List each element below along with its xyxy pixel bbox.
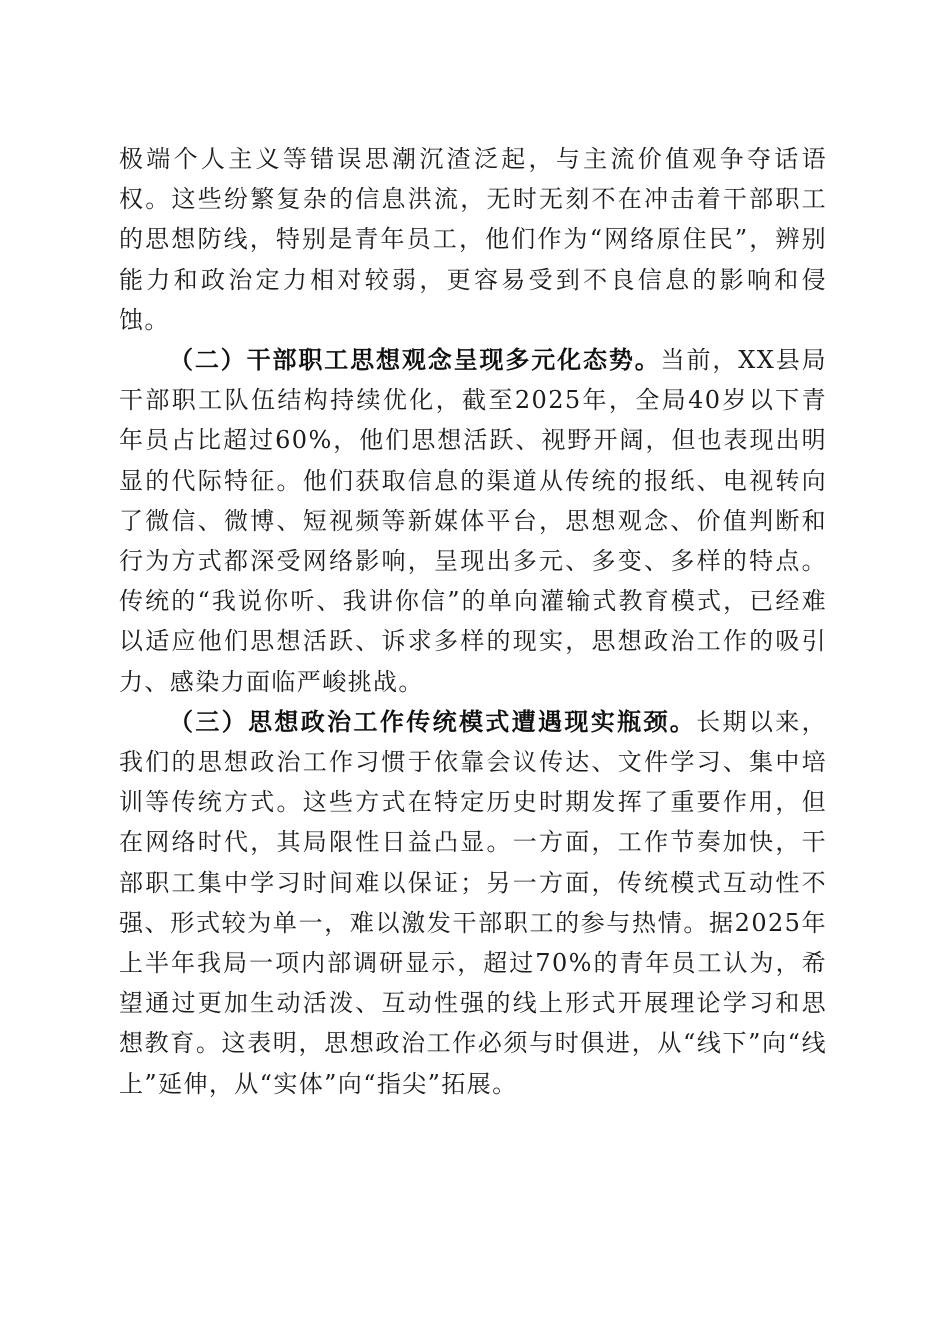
paragraph-section-2 — [119, 340, 827, 702]
section-heading: （三）思想政治工作传统模式遭遇现实瓶颈。 — [169, 706, 697, 736]
section-heading: （二）干部职工思想观念呈现多元化态势。 — [169, 345, 661, 375]
document-body — [119, 139, 827, 1104]
paragraph-text: 当前，XX县局干部职工队伍结构持续优化，截至2025年，全局40岁以下青年员占比超过60%，他们思想活跃、视野开阔，但也表现出明显的代际特征。他们获取信息的渠道从传统的报纸、电视转向了微信、微博、短视频等新媒体平台，思想观念、价值判断和行为方式都深受网络影响，呈现出多元、多变、多样的特点。传统的“我说你听、我讲你信”的单向灌输式教育模式，已经难以适应他们思想活跃、诉求多样的现实，思想政治工作的吸引力、感染力面临严峻挑战。 — [119, 346, 827, 696]
paragraph-text: 极端个人主义等错误思潮沉渣泛起，与主流价值观争夺话语权。这些纷繁复杂的信息洪流，无时无刻不在冲击着干部职工的思想防线，特别是青年员工，他们作为“网络原住民”，辨别能力和政治定力相对较弱，更容易受到不良信息的影响和侵蚀。 — [119, 145, 827, 334]
paragraph-continuation — [119, 139, 827, 340]
paragraph-text: 长期以来，我们的思想政治工作习惯于依靠会议传达、文件学习、集中培训等传统方式。这些方式在特定历史时期发挥了重要作用，但在网络时代，其局限性日益凸显。一方面，工作节奏加快，干部职工集中学习时间难以保证；另一方面，传统模式互动性不强、形式较为单一，难以激发干部职工的参与热情。据2025年上半年我局一项内部调研显示，超过70%的青年员工认为，希望通过更加生动活泼、互动性强的线上形式开展理论学习和思想教育。这表明，思想政治工作必须与时俱进，从“线下”向“线上”延伸，从“实体”向“指尖”拓展。 — [119, 707, 828, 1098]
paragraph-section-3 — [119, 702, 827, 1104]
